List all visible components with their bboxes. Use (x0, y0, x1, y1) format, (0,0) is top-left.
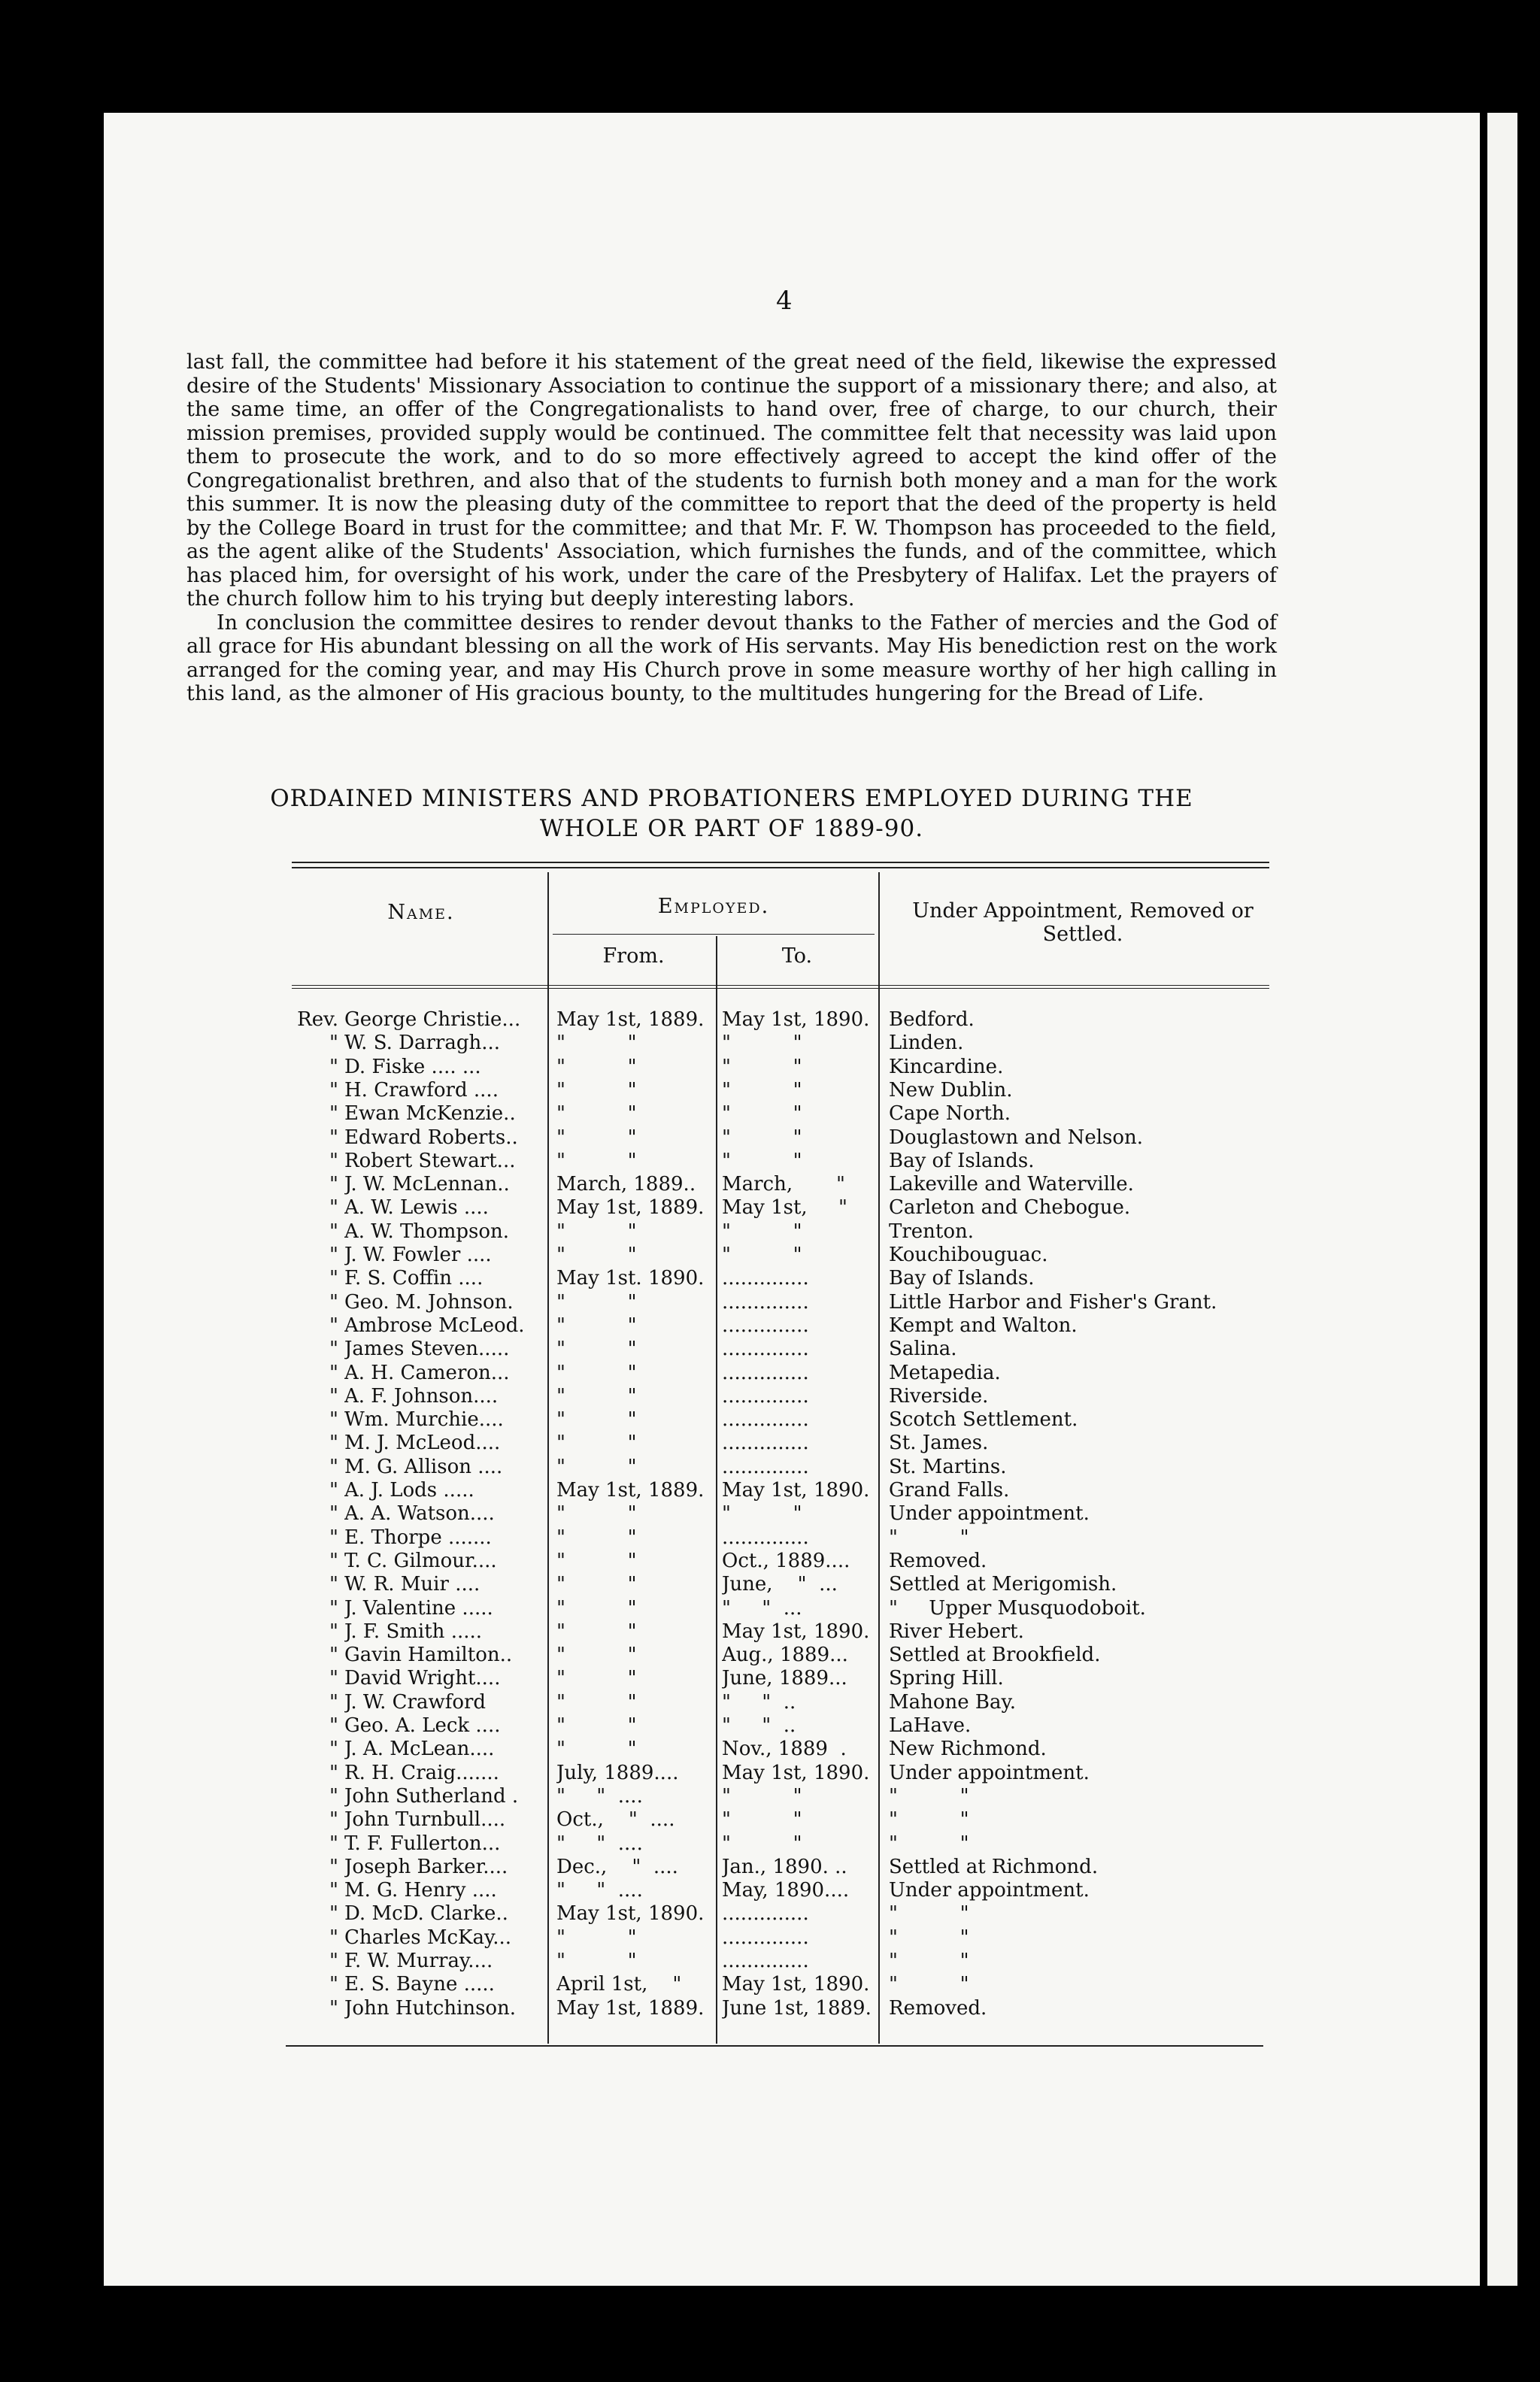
table-row (0, 1973, 1540, 1996)
row-prefix: " (329, 1644, 338, 1667)
appointment-place: " " (889, 1973, 969, 1996)
table-row (0, 1785, 1540, 1808)
row-prefix: " (329, 1950, 338, 1972)
employed-to: May 1st, 1890. (722, 1479, 870, 1502)
employed-from: " " (556, 1290, 637, 1314)
table-row (0, 1667, 1540, 1690)
header-to: To. (781, 944, 813, 968)
employed-to: " " (722, 1220, 802, 1243)
minister-name: John Sutherland . (344, 1784, 519, 1808)
minister-name: F. W. Murray.... (344, 1950, 493, 1972)
employed-from: " " (556, 1502, 637, 1526)
paragraph-1: last fall, the committee had before it his statement of the great need of the field, likewise the expressed desire of the Students' Missionary Association to continue the support of a missionary there; and also, at the same time, an offer of the Congregationalists to hand over, free of charge, to our church, their mission premises, provided supply would be continued. The committee felt that necessity was laid upon them to prosecute the work, and to do so more effectively agreed to accept the kind offer of the Congregationalist brethren, and also that of the students to furnish both money and a man for the work this summer. It is now the pleasing duty of the committee to report that the deed of the property is held by the College Board in trust for the committee; and that Mr. F. W. Thompson has proceeded to the field, as the agent alike of the Students' Association, which furnishes the funds, and of the committee, which has placed him, for oversight of his work, under the care of the Presbytery of Halifax. Let the prayers of the church follow him to his trying but deeply interesting labors. (186, 350, 1277, 611)
appointment-place: " " (889, 1808, 969, 1832)
employed-to: " " (722, 1102, 802, 1126)
appointment-place: Little Harbor and Fisher's Grant. (889, 1290, 1217, 1314)
paragraph-2: In conclusion the committee desires to render devout thanks to the Father of mercies and the God of all grace for His abundant blessing on all the work of His servants. May His benediction rest on the work arranged for the coming year, and may His Church prove in some measure worthy of her high calling in this land, as the almoner of His gracious bounty, to the multitudes hungering for the Bread of Life. (186, 611, 1277, 705)
employed-from: May 1st, 1889. (556, 1196, 705, 1220)
employed-to: " " (722, 1032, 802, 1055)
employed-from: May 1st. 1890. (556, 1267, 705, 1290)
employed-to: .............. (722, 1408, 809, 1432)
appointment-place: Kincardine. (889, 1055, 1004, 1078)
appointment-place: Removed. (889, 1996, 987, 2020)
minister-name: Geo. M. Johnson. (344, 1290, 514, 1314)
employed-to: .............. (722, 1314, 809, 1337)
appointment-place: Bay of Islands. (889, 1149, 1035, 1172)
employed-from: " " (556, 1102, 637, 1126)
employed-to: " " (722, 1126, 802, 1149)
table-row (0, 1926, 1540, 1950)
header-employed: Employed. (657, 895, 770, 918)
table-row (0, 1408, 1540, 1432)
minister-name: D. Fiske .... ... (344, 1055, 481, 1078)
appointment-place: St. Martins. (889, 1455, 1007, 1478)
minister-name: John Turnbull.... (344, 1808, 506, 1832)
employed-to: .............. (722, 1361, 809, 1384)
table-row (0, 1502, 1540, 1526)
employed-to: March, " (722, 1173, 845, 1196)
minister-name: Gavin Hamilton.. (344, 1644, 513, 1667)
employed-from: " " .... (556, 1832, 643, 1855)
row-prefix: " (329, 1102, 338, 1126)
row-prefix: " (329, 1290, 338, 1314)
minister-name: Joseph Barker.... (344, 1855, 508, 1878)
appointment-place: " Upper Musquodoboit. (889, 1596, 1146, 1620)
minister-name: Robert Stewart... (344, 1149, 516, 1172)
employed-to: May 1st, 1890. (722, 1620, 870, 1643)
employed-from: " " (556, 1573, 637, 1596)
employed-from: " " (556, 1032, 637, 1055)
table-row (0, 1385, 1540, 1408)
top-double-rule-1 (292, 862, 1269, 863)
appointment-place: Removed. (889, 1549, 987, 1572)
employed-to: .............. (722, 1338, 809, 1361)
minister-name: Geo. A. Leck .... (344, 1714, 501, 1737)
table-row (0, 1056, 1540, 1079)
table-row (0, 1691, 1540, 1714)
employed-from: " " (556, 1526, 637, 1549)
appointment-place: Settled at Merigomish. (889, 1573, 1117, 1596)
employed-to: Nov., 1889 . (722, 1738, 847, 1761)
minister-name: J. W. Crawford (344, 1690, 487, 1714)
row-prefix: " (329, 1408, 338, 1432)
minister-name: A. A. Watson.... (344, 1502, 495, 1526)
minister-name: W. S. Darragh... (344, 1032, 501, 1055)
appointment-place: Cape North. (889, 1102, 1011, 1126)
appointment-place: " " (889, 1926, 969, 1949)
table-row (0, 1950, 1540, 1973)
employed-to: " " (722, 1055, 802, 1078)
employed-from: " " (556, 1549, 637, 1572)
table-row (0, 1008, 1540, 1032)
row-prefix: " (329, 1690, 338, 1714)
row-prefix: " (329, 1926, 338, 1949)
header-name: Name. (387, 901, 455, 924)
row-prefix: " (329, 1879, 338, 1902)
row-prefix: " (329, 1149, 338, 1172)
minister-name: J. F. Smith ..... (344, 1620, 483, 1643)
appointment-place: " " (889, 1526, 969, 1549)
minister-name: A. W. Thompson. (344, 1220, 510, 1243)
table-row (0, 1808, 1540, 1832)
row-prefix: Rev. (297, 1008, 338, 1031)
employed-to: " " (722, 1832, 802, 1855)
minister-name: James Steven..... (344, 1338, 510, 1361)
employed-from: " " (556, 1314, 637, 1337)
minister-name: A. W. Lewis .... (344, 1196, 489, 1220)
row-prefix: " (329, 1479, 338, 1502)
row-prefix: " (329, 1738, 338, 1761)
table-row (0, 1597, 1540, 1620)
appointment-place: " " (889, 1902, 969, 1926)
appointment-place: River Hebert. (889, 1620, 1024, 1643)
table-bottom-rule (286, 2045, 1263, 2047)
row-prefix: " (329, 1526, 338, 1549)
employed-to: " " (722, 1244, 802, 1266)
table-row (0, 1526, 1540, 1550)
header-bottom-rule-2 (292, 988, 1269, 989)
row-prefix: " (329, 1714, 338, 1737)
employed-from: " " (556, 1338, 637, 1361)
employed-to: May 1st, " (722, 1196, 847, 1220)
employed-from: " " .... (556, 1879, 643, 1902)
employed-to: May 1st, 1890. (722, 1008, 870, 1031)
minister-name: A. H. Cameron... (344, 1361, 510, 1384)
appointment-place: Salina. (889, 1338, 957, 1361)
row-prefix: " (329, 1761, 338, 1784)
minister-name: Wm. Murchie.... (344, 1408, 504, 1432)
appointment-place: Kempt and Walton. (889, 1314, 1078, 1337)
report-text (186, 350, 1277, 706)
row-prefix: " (329, 1032, 338, 1055)
header-appointment-2: Settled. (1042, 923, 1123, 946)
row-prefix: " (329, 1832, 338, 1855)
row-prefix: " (329, 1267, 338, 1290)
minister-name: W. R. Muir .... (344, 1573, 480, 1596)
minister-name: J. W. McLennan.. (344, 1173, 510, 1196)
employed-to: June, " ... (722, 1573, 838, 1596)
employed-to: Oct., 1889.... (722, 1549, 850, 1572)
employed-from: May 1st, 1889. (556, 1996, 705, 2020)
table-row (0, 1338, 1540, 1361)
appointment-place: " " (889, 1784, 969, 1808)
employed-from: May 1st, 1889. (556, 1008, 705, 1031)
row-prefix: " (329, 1126, 338, 1149)
appointment-place: " " (889, 1950, 969, 1972)
row-prefix: " (329, 1384, 338, 1408)
table-row (0, 1267, 1540, 1290)
row-prefix: " (329, 1173, 338, 1196)
employed-from: May 1st, 1889. (556, 1479, 705, 1502)
employed-from: " " (556, 1149, 637, 1172)
row-prefix: " (329, 1338, 338, 1361)
table-row (0, 1738, 1540, 1761)
employed-from: " " (556, 1384, 637, 1408)
table-row (0, 1620, 1540, 1644)
employed-to: " " (722, 1808, 802, 1832)
row-prefix: " (329, 1596, 338, 1620)
minister-name: M. J. McLeod.... (344, 1432, 501, 1455)
employed-to: May 1st, 1890. (722, 1973, 870, 1996)
table-row (0, 1173, 1540, 1196)
employed-to: .............. (722, 1926, 809, 1949)
table-row (0, 1196, 1540, 1220)
table-title-line-2: WHOLE OR PART OF 1889-90. (539, 815, 924, 842)
employed-from: " " (556, 1926, 637, 1949)
minister-name: A. J. Lods ..... (344, 1479, 474, 1502)
row-prefix: " (329, 1973, 338, 1996)
header-appointment-1: Under Appointment, Removed or (912, 899, 1254, 923)
row-prefix: " (329, 1244, 338, 1266)
row-prefix: " (329, 1078, 338, 1102)
minister-name: Ewan McKenzie.. (344, 1102, 516, 1126)
row-prefix: " (329, 1432, 338, 1455)
row-prefix: " (329, 1784, 338, 1808)
table-row (0, 1032, 1540, 1055)
table-row (0, 1856, 1540, 1879)
appointment-place: " " (889, 1832, 969, 1855)
employed-from: " " (556, 1078, 637, 1102)
table-row (0, 1314, 1540, 1338)
employed-from: " " (556, 1596, 637, 1620)
table-row (0, 1432, 1540, 1455)
appointment-place: Scotch Settlement. (889, 1408, 1078, 1432)
appointment-place: New Dublin. (889, 1078, 1013, 1102)
appointment-place: Grand Falls. (889, 1479, 1010, 1502)
employed-to: May, 1890.... (722, 1879, 850, 1902)
header-bottom-rule (292, 985, 1269, 986)
table-row (0, 1456, 1540, 1479)
row-prefix: " (329, 1620, 338, 1643)
table-row (0, 1997, 1540, 2020)
employed-from: " " (556, 1055, 637, 1078)
table-row (0, 1762, 1540, 1785)
employed-to: .............. (722, 1267, 809, 1290)
table-row (0, 1079, 1540, 1102)
employed-to: " " ... (722, 1596, 802, 1620)
table-row (0, 1244, 1540, 1267)
appointment-place: Spring Hill. (889, 1667, 1004, 1690)
employed-from: " " (556, 1455, 637, 1478)
employed-to: .............. (722, 1950, 809, 1972)
appointment-place: Lakeville and Waterville. (889, 1173, 1134, 1196)
table-row (0, 1291, 1540, 1314)
employed-from: " " (556, 1432, 637, 1455)
appointment-place: Under appointment. (889, 1761, 1090, 1784)
row-prefix: " (329, 1361, 338, 1384)
employed-to: " " .. (722, 1714, 796, 1737)
appointment-place: St. James. (889, 1432, 989, 1455)
appointment-place: Bay of Islands. (889, 1267, 1035, 1290)
employed-underline (553, 934, 875, 935)
row-prefix: " (329, 1314, 338, 1337)
employed-from: Oct., " .... (556, 1808, 675, 1832)
employed-to: " " (722, 1502, 802, 1526)
appointment-place: Trenton. (889, 1220, 975, 1243)
table-row (0, 1479, 1540, 1502)
table-row (0, 1550, 1540, 1573)
minister-name: J. A. McLean.... (344, 1738, 495, 1761)
minister-name: H. Crawford .... (344, 1078, 499, 1102)
employed-from: " " (556, 1950, 637, 1972)
appointment-place: New Richmond. (889, 1738, 1047, 1761)
appointment-place: Carleton and Chebogue. (889, 1196, 1131, 1220)
employed-to: Jan., 1890. .. (722, 1855, 847, 1878)
employed-from: " " (556, 1667, 637, 1690)
row-prefix: " (329, 1455, 338, 1478)
employed-from: " " (556, 1126, 637, 1149)
row-prefix: " (329, 1855, 338, 1878)
employed-to: " " (722, 1784, 802, 1808)
employed-to: .............. (722, 1384, 809, 1408)
minister-name: E. Thorpe ....... (344, 1526, 492, 1549)
table-row (0, 1902, 1540, 1926)
table-row (0, 1573, 1540, 1596)
employed-to: .............. (722, 1455, 809, 1478)
minister-name: Ambrose McLeod. (344, 1314, 525, 1337)
row-prefix: " (329, 1549, 338, 1572)
employed-from: March, 1889.. (556, 1173, 696, 1196)
minister-name: George Christie... (344, 1008, 521, 1031)
appointment-place: Douglastown and Nelson. (889, 1126, 1144, 1149)
minister-name: M. G. Allison .... (344, 1455, 503, 1478)
table-row (0, 1832, 1540, 1856)
header-from: From. (602, 944, 665, 968)
employed-to: May 1st, 1890. (722, 1761, 870, 1784)
appointment-place: Mahone Bay. (889, 1690, 1017, 1714)
employed-from: Dec., " .... (556, 1855, 678, 1878)
table-title-line-1: ORDAINED MINISTERS AND PROBATIONERS EMPLOYED DURING THE (270, 785, 1193, 812)
row-prefix: " (329, 1667, 338, 1690)
employed-to: June 1st, 1889. (722, 1996, 872, 2020)
employed-from: " " (556, 1220, 637, 1243)
employed-from: " " (556, 1644, 637, 1667)
appointment-place: Settled at Brookfield. (889, 1644, 1101, 1667)
employed-to: .............. (722, 1902, 809, 1926)
table-row (0, 1150, 1540, 1173)
minister-name: T. F. Fullerton... (344, 1832, 501, 1855)
page-number: 4 (776, 286, 793, 316)
table-row (0, 1126, 1540, 1150)
minister-name: J. Valentine ..... (344, 1596, 493, 1620)
appointment-place: Riverside. (889, 1384, 989, 1408)
appointment-place: Under appointment. (889, 1879, 1090, 1902)
appointment-place: LaHave. (889, 1714, 972, 1737)
minister-name: R. H. Craig....... (344, 1761, 499, 1784)
minister-name: M. G. Henry .... (344, 1879, 497, 1902)
minister-name: J. W. Fowler .... (344, 1244, 492, 1266)
minister-name: Charles McKay... (344, 1926, 512, 1949)
employed-to: Aug., 1889... (722, 1644, 848, 1667)
row-prefix: " (329, 1055, 338, 1078)
table-row (0, 1644, 1540, 1667)
employed-from: " " (556, 1408, 637, 1432)
employed-from: " " (556, 1620, 637, 1643)
table-row (0, 1714, 1540, 1738)
employed-from: " " (556, 1361, 637, 1384)
minister-name: T. C. Gilmour.... (344, 1549, 497, 1572)
row-prefix: " (329, 1196, 338, 1220)
employed-from: " " .... (556, 1784, 643, 1808)
appointment-place: Linden. (889, 1032, 964, 1055)
row-prefix: " (329, 1808, 338, 1832)
employed-from: " " (556, 1690, 637, 1714)
employed-from: " " (556, 1738, 637, 1761)
minister-name: D. McD. Clarke.. (344, 1902, 508, 1926)
row-prefix: " (329, 1220, 338, 1243)
table-row (0, 1102, 1540, 1126)
row-prefix: " (329, 1573, 338, 1596)
employed-from: April 1st, " (556, 1973, 682, 1996)
table-row (0, 1879, 1540, 1902)
employed-to: " " (722, 1149, 802, 1172)
top-double-rule-2 (292, 867, 1269, 868)
appointment-place: Metapedia. (889, 1361, 1001, 1384)
employed-to: .............. (722, 1432, 809, 1455)
employed-from: July, 1889.... (556, 1761, 679, 1784)
appointment-place: Settled at Richmond. (889, 1855, 1099, 1878)
minister-name: E. S. Bayne ..... (344, 1973, 495, 1996)
minister-name: A. F. Johnson.... (344, 1384, 499, 1408)
minister-name: John Hutchinson. (344, 1996, 517, 2020)
employed-from: " " (556, 1244, 637, 1266)
row-prefix: " (329, 1996, 338, 2020)
minister-name: David Wright.... (344, 1667, 501, 1690)
employed-to: June, 1889... (722, 1667, 847, 1690)
minister-name: Edward Roberts.. (344, 1126, 518, 1149)
employed-from: May 1st, 1890. (556, 1902, 705, 1926)
table-row (0, 1362, 1540, 1385)
employed-to: .............. (722, 1526, 809, 1549)
row-prefix: " (329, 1502, 338, 1526)
row-prefix: " (329, 1902, 338, 1926)
appointment-place: Bedford. (889, 1008, 975, 1031)
appointment-place: Under appointment. (889, 1502, 1090, 1526)
employed-to: .............. (722, 1290, 809, 1314)
employed-from: " " (556, 1714, 637, 1737)
table-row (0, 1220, 1540, 1244)
employed-to: " " .. (722, 1690, 796, 1714)
appointment-place: Kouchibouguac. (889, 1244, 1048, 1266)
employed-to: " " (722, 1078, 802, 1102)
minister-name: F. S. Coffin .... (344, 1267, 484, 1290)
